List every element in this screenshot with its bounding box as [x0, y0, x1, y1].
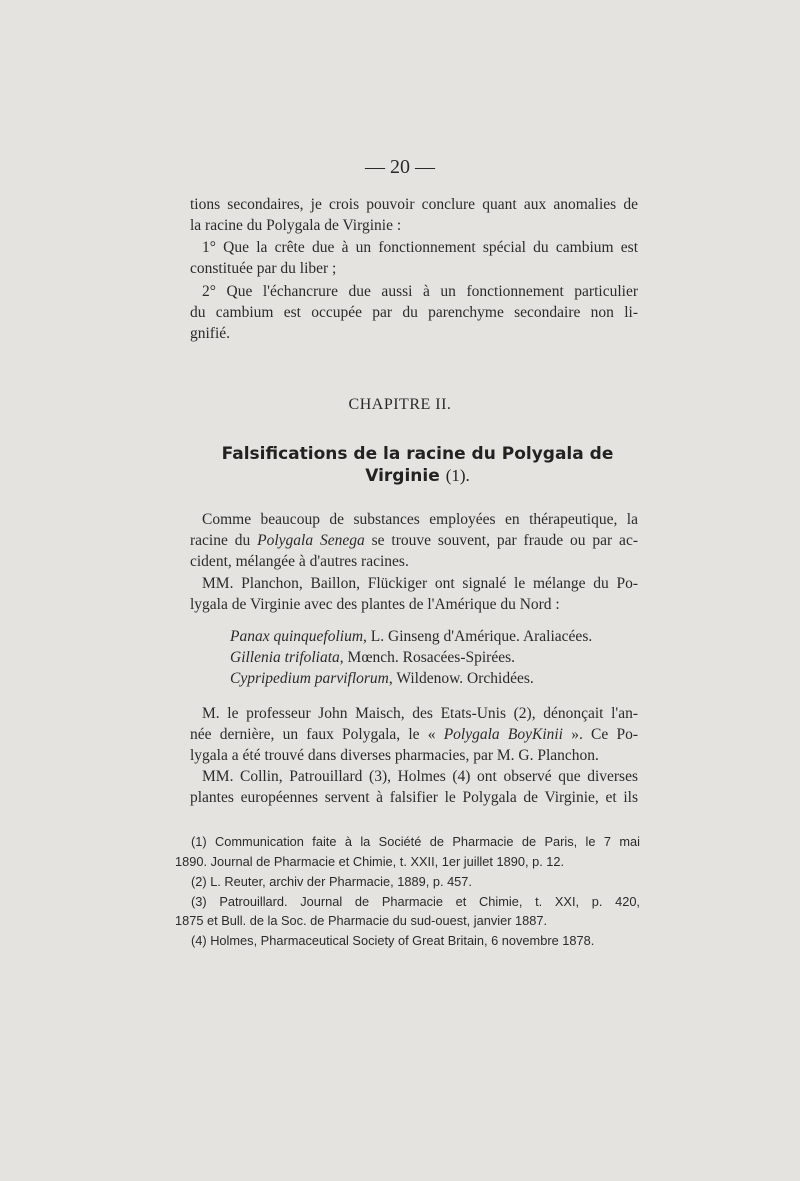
list-item: Cypripedium parviflorum, Wildenow. Orchidées.: [230, 670, 534, 687]
footnote-1-line1: (1) Communication faite à la Société de Pharmacie de Paris, le 7 mai: [191, 834, 640, 849]
section-title: [190, 443, 645, 487]
text-line: du cambium est occupée par du parenchyme secondaire non li-: [190, 303, 638, 321]
chapter-heading: CHAPITRE II.: [348, 396, 452, 413]
text-line: plantes européennes servent à falsifier le Polygala de Virginie, et ils: [190, 788, 638, 806]
text-line: tions secondaires, je crois pouvoir conclure quant aux anomalies de: [190, 196, 638, 213]
text-line: 1° Que la crête due à un fonctionnement spécial du cambium est: [202, 239, 638, 256]
species-name: Polygala BoyKinii: [443, 725, 563, 743]
footnote-1-line2: 1890. Journal de Pharmacie et Chimie, t. XXII, 1er juillet 1890, p. 12.: [175, 854, 565, 869]
section-title-line2: Virginie: [365, 466, 440, 486]
text-line: lygala a été trouvé dans diverses pharmacies, par M. G. Planchon.: [190, 746, 599, 764]
conclusion-item-1: [190, 238, 638, 280]
text-line: MM. Planchon, Baillon, Flückiger ont signalé le mélange du Po-: [202, 575, 638, 592]
species-name: Polygala Senega: [257, 531, 365, 549]
text-line: cident, mélangée à d'autres racines.: [190, 552, 409, 570]
list-item: Panax quinquefolium, L. Ginseng d'Amérique. Araliacées.: [230, 628, 593, 645]
text-line: constituée par du liber ;: [190, 259, 337, 277]
footnote-3-line1: (3) Patrouillard. Journal de Pharmacie et Chimie, t. XXI, p. 420,: [191, 894, 640, 909]
footnote-2: (2) L. Reuter, archiv der Pharmacie, 1889, p. 457.: [191, 874, 472, 889]
section-title-line1: Falsifications de la racine du Polygala de: [221, 444, 614, 464]
intro-paragraph: [190, 195, 638, 237]
page-number: — 20 —: [365, 156, 435, 178]
text-line: née dernière, un faux Polygala, le « Polygala BoyKinii ». Ce Po-: [190, 725, 639, 743]
plant-list: [230, 626, 592, 689]
paragraph-planchon: [190, 574, 638, 616]
text-line: 2° Que l'échancrure due aussi à un fonctionnement particulier: [202, 283, 638, 300]
paragraph-maisch: [190, 704, 638, 766]
text-line: lygala de Virginie avec des plantes de l'Amérique du Nord :: [190, 595, 560, 613]
list-item: Gillenia trifoliata, Mœnch. Rosacées-Spirées.: [230, 649, 515, 666]
text-line: racine du Polygala Senega se trouve souvent, par fraude ou par ac-: [190, 531, 638, 549]
paragraph-falsification: [190, 510, 638, 572]
text-line: gnifié.: [190, 324, 231, 342]
footnote-3-line2: 1875 et Bull. de la Soc. de Pharmacie du sud-ouest, janvier 1887.: [175, 913, 548, 928]
footnote-4: (4) Holmes, Pharmaceutical Society of Great Britain, 6 novembre 1878.: [191, 933, 595, 948]
text-line: MM. Collin, Patrouillard (3), Holmes (4) ont observé que diverses: [202, 768, 638, 785]
text-line: la racine du Polygala de Virginie :: [190, 216, 402, 234]
paragraph-collin: [190, 767, 638, 809]
conclusion-item-2: [190, 282, 638, 344]
text-line: M. le professeur John Maisch, des Etats-Unis (2), dénonçait l'an-: [202, 705, 638, 722]
footnote-ref: (1).: [445, 466, 470, 485]
text-line: Comme beaucoup de substances employées en thérapeutique, la: [202, 511, 638, 528]
